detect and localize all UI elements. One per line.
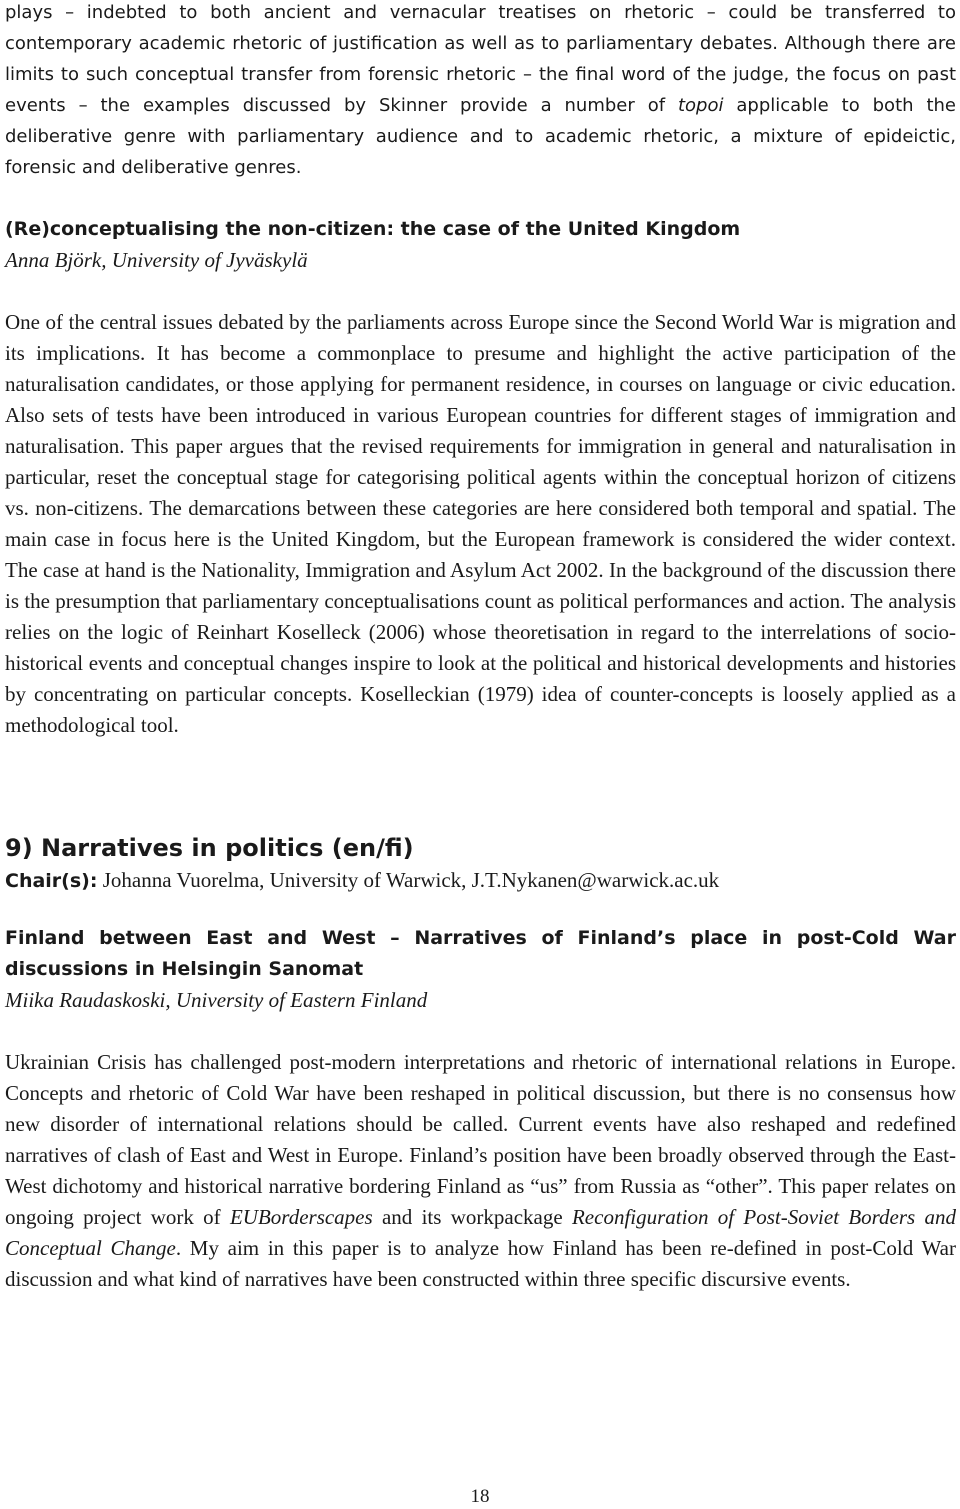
section-chair	[5, 865, 956, 897]
chair-label: Chair(s):	[5, 870, 98, 892]
abstract2-text-c: . My aim in this paper is to analyze how Finland has been re-defined in post-Cold War discussion and what kind of narratives have been constructed within three specific discursive events.	[5, 1236, 956, 1291]
abstract-author-2: Miika Raudaskoski, University of Eastern Finland	[5, 988, 428, 1012]
abstract-title-2: Finland between East and West – Narratives of Finland’s place in post-Cold War discussions in Helsingin Sanomat	[5, 927, 956, 980]
intro-paragraph	[5, 0, 956, 183]
abstract2-text-a: Ukrainian Crisis has challenged post-modern interpretations and rhetoric of international relations in Europe. Concepts and rhetoric of Cold War have been reshaped in political discussion, but there is no consensus how new disorder of international relations should be called. Current events have also reshaped and redefined narratives of clash of East and West in Europe. Finland’s position have been broadly observed through the East-West dichotomy and historical narrative bordering Finland as “us” from Russia as “other”. This paper relates on ongoing project work of	[5, 1050, 956, 1229]
abstract-body-2	[5, 1047, 956, 1295]
document-page	[5, 0, 956, 1295]
section-heading: 9) Narratives in politics (en/fi)	[5, 834, 414, 862]
abstract-author-1: Anna Björk, University of Jyväskylä	[5, 248, 308, 272]
abstract2-italic-a: EUBorderscapes	[229, 1205, 373, 1229]
intro-italic-topoi: topoi	[677, 95, 724, 116]
abstract2-text-b: and its workpackage	[372, 1205, 572, 1229]
chair-value: Johanna Vuorelma, University of Warwick, J.T.Nykanen@warwick.ac.uk	[97, 868, 720, 892]
abstract-body-1: One of the central issues debated by the parliaments across Europe since the Second World War is migration and its implications. It has become a commonplace to presume and highlight the active participation of the naturalisation candidates, or those applying for permanent residence, in courses on language or civic education. Also sets of tests have been introduced in various European countries for different stages of immigration and naturalisation. This paper argues that the revised requirements for immigration in general and naturalisation in particular, reset the conceptual stage for categorising political agents within the conceptual horizon of citizens vs. non-citizens. The demarcations between these categories are here considered both temporal and spatial. The main case in focus here is the United Kingdom, but the European framework is considered the wider context. The case at hand is the Nationality, Immigration and Asylum Act 2002. In the background of the discussion there is the presumption that parliamentary conceptualisations count as political performances and action. The analysis relies on the logic of Reinhart Koselleck (2006) whose theoretisation in regard to the interrelations of socio-historical events and conceptual changes inspire to look at the political and historical developments and histories by concentrating on particular concepts. Koselleckian (1979) idea of counter-concepts is loosely applied as a methodological tool.	[5, 310, 956, 737]
page-number: 18	[470, 1486, 490, 1507]
intro-text-b: applicable to both the deliberative genre with parliamentary audience and to academic rhetoric, a mixture of epideictic, forensic and deliberative genres.	[5, 95, 956, 178]
abstract2-italic-b: Reconfiguration of Post-Soviet Borders and Conceptual Change	[5, 1205, 957, 1260]
intro-text-a: plays – indebted to both ancient and vernacular treatises on rhetoric – could be transferred to contemporary academic rhetoric of justification as well as to parliamentary debates. Although there are limits to such conceptual transfer from forensic rhetoric – the final word of the judge, the focus on past events – the examples discussed by Skinner provide a number of	[5, 2, 956, 116]
abstract-title-1: (Re)conceptualising the non-citizen: the case of the United Kingdom	[5, 218, 741, 240]
